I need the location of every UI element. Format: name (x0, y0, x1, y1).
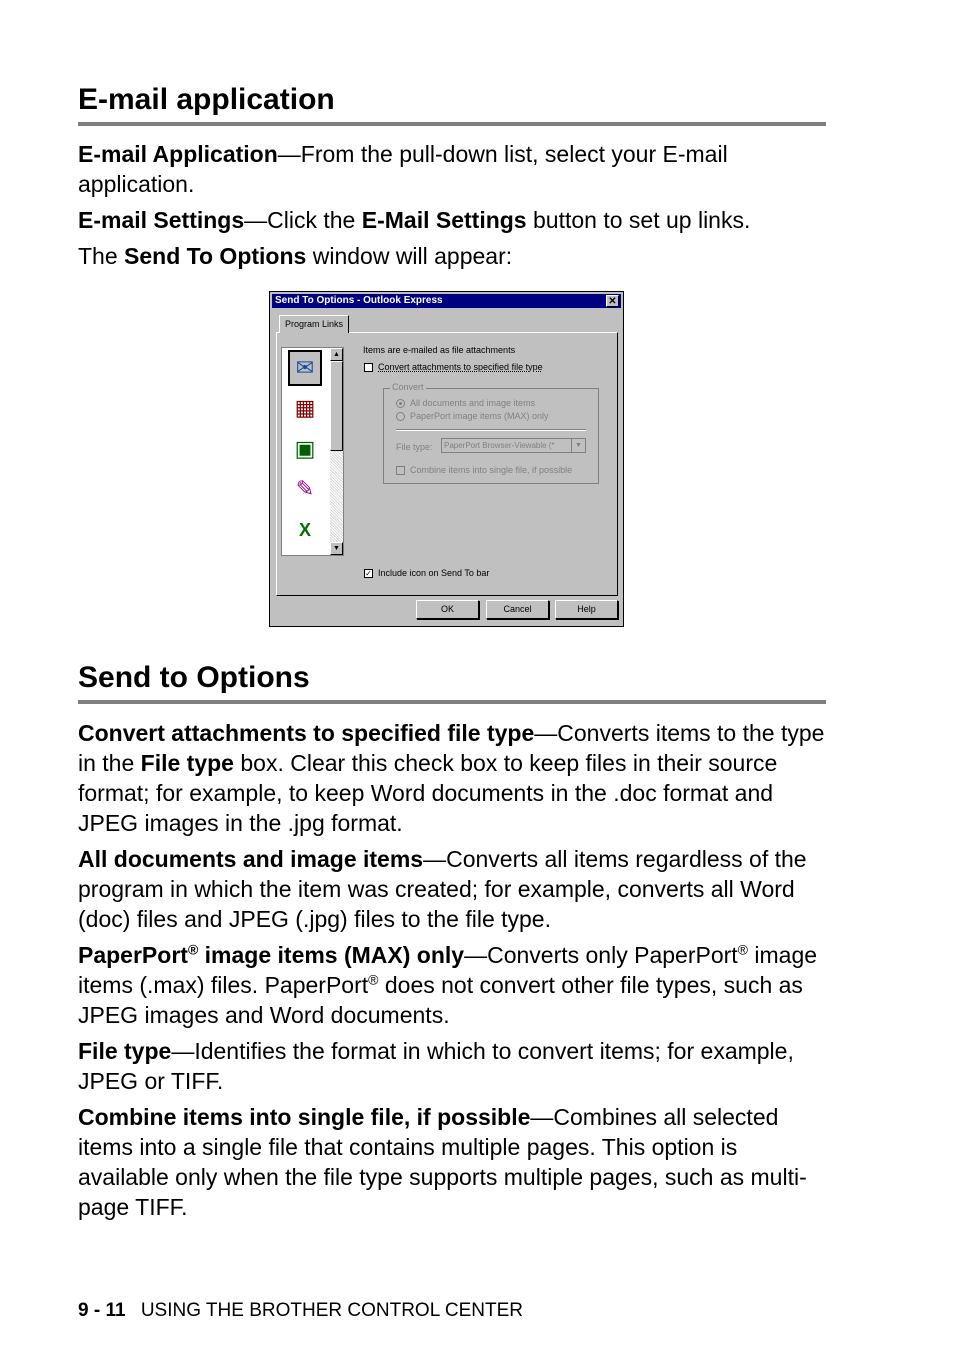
term: File type (78, 1038, 172, 1064)
registered-mark: ® (187, 941, 199, 958)
registered-mark: ® (737, 941, 748, 958)
term: All documents and image items (78, 846, 424, 872)
page-number: 9 - 11 (78, 1300, 126, 1321)
text: —Converts only PaperPort (464, 942, 738, 968)
text: —Converts all items regardless of the program in which the item was created; for example, converts all Word (doc) files and JPEG (.jpg) files to the file type. (78, 846, 807, 932)
section-heading-email: E-mail application (78, 82, 826, 126)
icon-list-scrollbar[interactable] (330, 348, 343, 555)
help-button[interactable]: Help (555, 600, 618, 619)
combine-checkbox[interactable] (396, 466, 405, 475)
text: —Converts items to the type in the (78, 720, 825, 776)
combine-label: Combine items into single file, if possible (410, 465, 573, 475)
file-type-label: File type: (396, 442, 433, 452)
radio-all-documents[interactable] (396, 399, 405, 408)
term: Convert attachments to specified file type (78, 720, 535, 746)
email-section-body (78, 139, 826, 277)
chevron-down-icon[interactable]: ▼ (571, 439, 585, 452)
term-part: image items (MAX) only (198, 942, 465, 968)
term: E-mail Settings (78, 207, 245, 233)
dialog-title-bar (272, 294, 621, 308)
fax-icon[interactable]: ▦ (294, 395, 316, 420)
term: Combine items into single file, if possible (78, 1104, 531, 1130)
term: File type (140, 750, 234, 776)
convert-group (383, 382, 599, 484)
ok-button[interactable]: OK (416, 600, 479, 619)
text: button to set up links. (526, 207, 751, 233)
send-to-options-dialog (269, 291, 624, 627)
radio-all-documents-label: All documents and image items (410, 398, 536, 408)
text: —Identifies the format in which to convert items; for example, JPEG or TIFF. (78, 1038, 794, 1094)
text: box. Clear this check box to keep files in their source format; for example, to keep Word documents in the .doc format and JPEG images in the .jpg format. (78, 750, 778, 836)
file-type-value: PaperPort Browser-Viewable (* (444, 441, 555, 450)
email-application-paragraph (78, 139, 826, 199)
term: E-mail Application (78, 141, 278, 167)
include-icon-label: Include icon on Send To bar (378, 568, 490, 578)
radio-paperport-max[interactable] (396, 412, 405, 421)
group-divider (396, 429, 586, 431)
term: Send To Options (124, 243, 307, 269)
term (78, 942, 464, 968)
dialog-title: Send To Options - Outlook Express (275, 295, 443, 306)
text: image items (.max) files. PaperPort (78, 942, 818, 998)
window-appear-paragraph (78, 241, 826, 271)
scroll-up-button[interactable]: ▲ (330, 348, 343, 361)
convert-paragraph (78, 718, 826, 838)
program-icon-list[interactable] (281, 347, 344, 556)
scroll-thumb[interactable] (330, 361, 343, 451)
email-settings-paragraph (78, 205, 826, 235)
text: —Click the (244, 207, 362, 233)
excel-icon[interactable]: X (298, 519, 311, 540)
convert-group-label: Convert (392, 382, 424, 392)
send-options-section-body (78, 718, 826, 1228)
radio-paperport-max-label: PaperPort image items (MAX) only (410, 411, 549, 421)
convert-label: Convert attachments to specified file type (378, 362, 543, 372)
outlook-express-icon[interactable]: ✉ (288, 350, 322, 386)
combine-paragraph (78, 1102, 826, 1222)
paint-icon[interactable]: ✎ (295, 476, 315, 501)
paperport-paragraph (78, 940, 826, 1030)
text: window will appear: (306, 243, 513, 269)
file-type-select[interactable] (441, 438, 586, 453)
cancel-button[interactable]: Cancel (486, 600, 549, 619)
include-icon-checkbox[interactable]: ✓ (365, 569, 372, 578)
file-type-paragraph (78, 1036, 826, 1096)
close-button[interactable]: ✕ (606, 295, 619, 307)
tab-program-links[interactable]: Program Links (279, 315, 349, 333)
term: E-Mail Settings (361, 207, 527, 233)
section-heading-send-options: Send to Options (78, 660, 826, 704)
text: —From the pull-down list, select your E-mail application. (78, 141, 728, 197)
items-label: Items are e-mailed as file attachments (363, 345, 516, 355)
scroll-down-button[interactable]: ▼ (330, 542, 343, 555)
image-icon[interactable]: ▣ (294, 436, 316, 461)
text: does not convert other file types, such as JPEG images and Word documents. (78, 972, 803, 1028)
convert-checkbox[interactable] (364, 363, 373, 372)
term-part: PaperPort (78, 942, 188, 968)
registered-mark: ® (368, 971, 379, 988)
text: The (78, 243, 125, 269)
chapter-title: USING THE BROTHER CONTROL CENTER (140, 1300, 523, 1321)
text: —Combines all selected items into a single file that contains multiple pages. This option is available only when the file type supports multiple pages, such as multi-page TIFF. (78, 1104, 807, 1220)
all-documents-paragraph (78, 844, 826, 934)
page-footer (78, 1300, 523, 1322)
